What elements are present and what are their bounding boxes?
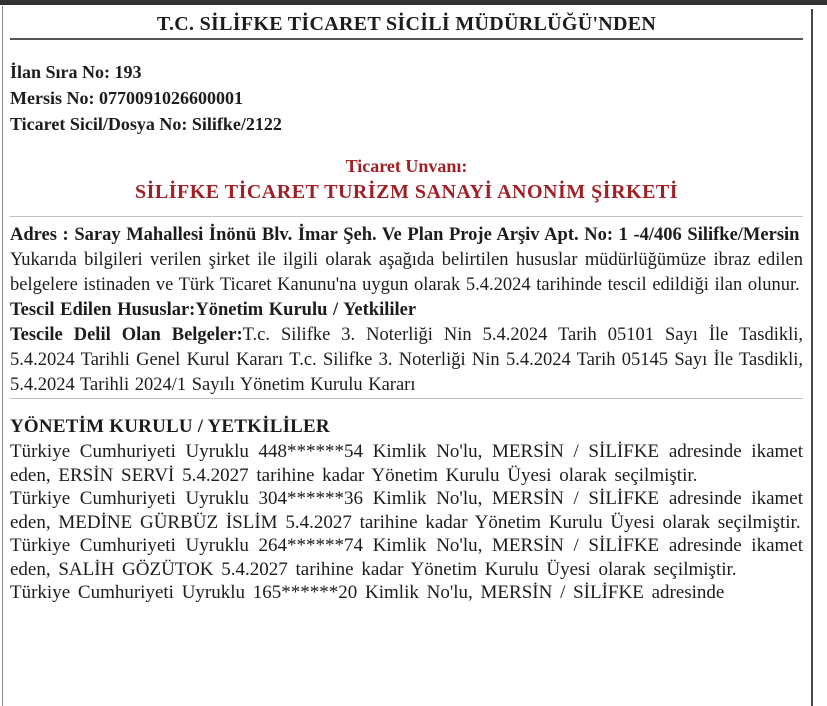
trade-name-block — [10, 153, 803, 205]
tescil-belgeler-value: T.c. Silifke 3. Noterliği Nin 5.4.2024 Tarih 05101 Sayı İle Tasdikli, 5.4.2024 Tarihli Genel Kurul Kararı T.c. Silifke 3. Noterliği Nin 5.4.2024 Tarih 05145 Sayı İle Tasdikli, 5.4.2024 Tarihli 2024/1 Sayılı Yönetim Kurulu Kararı — [10, 325, 803, 395]
tescil-belgeler-paragraph — [10, 323, 803, 398]
mersis-no-line: Mersis No: 0770091026600001 — [10, 88, 243, 108]
ilan-sira-no-line: İlan Sıra No: 193 — [10, 62, 142, 82]
tescil-hususlar-label: Tescil Edilen Hususlar: — [10, 300, 196, 320]
board-member-paragraph: Türkiye Cumhuriyeti Uyruklu 165******20 Kimlik No'lu, MERSİN / SİLİFKE adresinde — [10, 582, 725, 603]
board-section-heading: YÖNETİM KURULU / YETKİLİLER — [10, 416, 330, 437]
ticaret-sicil-no-line: Ticaret Sicil/Dosya No: Silifke/2122 — [10, 114, 282, 134]
registry-meta — [10, 59, 803, 137]
section-divider-bottom — [10, 398, 803, 399]
tescil-belgeler-label: Tescile Delil Olan Belgeler: — [10, 325, 243, 345]
section-divider-top — [10, 216, 803, 217]
company-name: SİLİFKE TİCARET TURİZM SANAYİ ANONİM ŞİRKETİ — [134, 181, 679, 203]
board-member-paragraph: Türkiye Cumhuriyeti Uyruklu 304******36 Kimlik No'lu, MERSİN / SİLİFKE adresinde ikamet eden, MEDİNE GÜRBÜZ İSLİM 5.4.2027 tarihine kadar Yönetim Kurulu Üyesi olarak seçilmiştir. — [10, 488, 803, 533]
title-divider — [10, 38, 803, 40]
tescil-hususlar-line — [10, 298, 803, 323]
address-paragraph: Adres : Saray Mahallesi İnönü Blv. İmar Şeh. Ve Plan Proje Arşiv Apt. No: 1 -4/406 Silifke/Mersin — [10, 225, 800, 245]
board-member-paragraph: Türkiye Cumhuriyeti Uyruklu 448******54 Kimlik No'lu, MERSİN / SİLİFKE adresinde ikamet eden, ERSİN SERVİ 5.4.2027 tarihine kadar Yönetim Kurulu Üyesi olarak seçilmiştir. — [10, 441, 803, 486]
board-member-paragraph: Türkiye Cumhuriyeti Uyruklu 264******74 Kimlik No'lu, MERSİN / SİLİFKE adresinde ikamet eden, SALİH GÖZÜTOK 5.4.2027 tarihine kadar Yönetim Kurulu Üyesi olarak seçilmiştir. — [10, 535, 803, 580]
document-content — [3, 5, 811, 605]
tescil-hususlar-value: Yönetim Kurulu / Yetkililer — [195, 300, 417, 320]
announcement-body — [10, 223, 803, 398]
board-section — [10, 414, 803, 605]
intro-paragraph: Yukarıda bilgileri verilen şirket ile ilgili olarak aşağıda belirtilen hususlar müdürlüğümüze ibraz edilen belgelere istinaden ve Türk Ticaret Kanunu'na uygun olarak 5.4.2024 tarihinde tescil edildiği ilan olunur. — [10, 250, 803, 295]
trade-name-label: Ticaret Unvanı: — [345, 156, 468, 176]
page-title: T.C. SİLİFKE TİCARET SİCİLİ MÜDÜRLÜĞÜ'NDEN — [156, 13, 657, 35]
right-border-line — [811, 9, 813, 706]
